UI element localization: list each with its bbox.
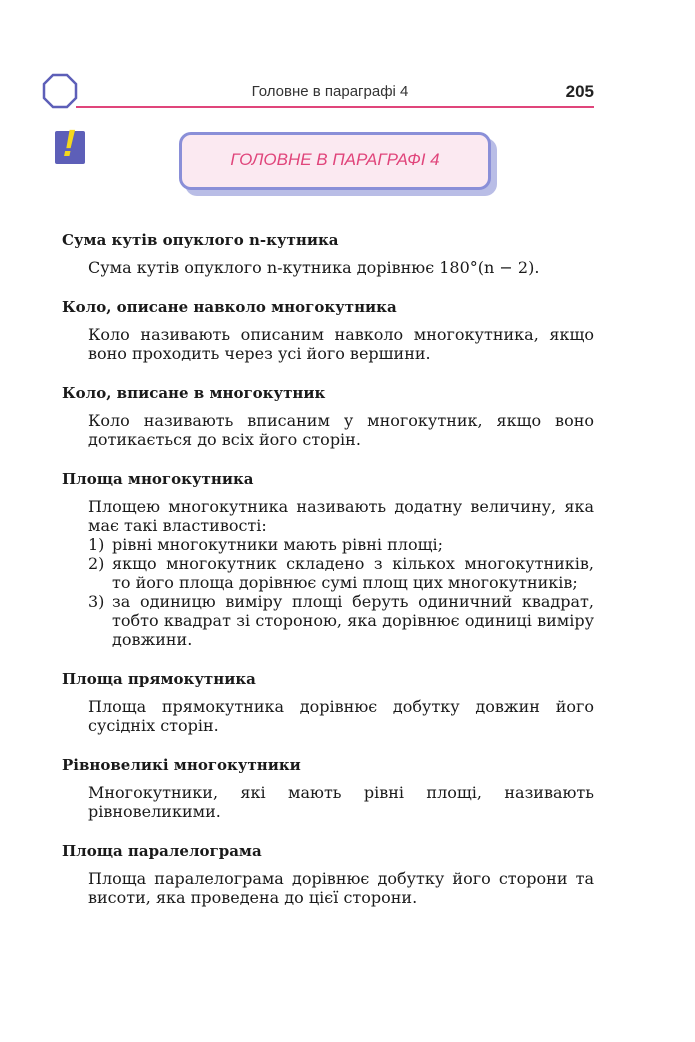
list-number: 3) (88, 592, 105, 611)
list-number: 2) (88, 554, 105, 573)
section-heading: Коло, вписане в многокутник (62, 384, 326, 402)
section-heading: Сума кутів опуклого n-кутника (62, 231, 339, 249)
section-polygon-area (62, 470, 594, 649)
running-title: Головне в параграфі 4 (251, 83, 409, 100)
list-text: рівні многокутники мають рівні площі; (112, 535, 443, 554)
section-heading: Площа прямокутника (62, 670, 256, 688)
section-text: Многокутники, які мають рівні площі, називають рівновеликими. (88, 783, 594, 821)
section-title-box (179, 132, 491, 190)
page-number: 205 (565, 82, 594, 101)
section-circumscribed-circle (62, 298, 594, 363)
section-heading: Площа паралелограма (62, 842, 262, 860)
section-title-text: ГОЛОВНЕ В ПАРАГРАФІ 4 (230, 150, 440, 169)
section-heading: Рівновеликі многокутники (62, 756, 301, 774)
summary-content (62, 231, 594, 928)
section-text: Площа прямокутника дорівнює добутку довжин його сусідніх сторін. (88, 697, 594, 735)
section-rectangle-area (62, 670, 594, 735)
list-text: якщо многокутник складено з кількох многокутників, то його площа дорівнює сумі площ цих многокутників; (112, 554, 594, 592)
exclamation-symbol: ! (58, 123, 81, 165)
section-parallelogram-area (62, 842, 594, 907)
section-inscribed-circle (62, 384, 594, 449)
list-item (88, 554, 594, 592)
section-text: Площа паралелограма дорівнює добутку його сторони та висоти, яка проведена до цієї сторони. (88, 869, 594, 907)
section-heading: Площа многокутника (62, 470, 254, 488)
list-item (88, 592, 594, 649)
section-angle-sum (62, 231, 594, 277)
section-text: Площею многокутника називають додатну величину, яка має такі властивості: (88, 497, 594, 535)
properties-list (88, 535, 594, 649)
section-text: Коло називають вписаним у многокутник, якщо воно дотикається до всіх його сторін. (88, 411, 594, 449)
list-text: за одиницю виміру площі беруть одиничний квадрат, тобто квадрат зі стороною, яка дорівнює одиниці виміру довжини. (112, 592, 594, 649)
section-text: Сума кутів опуклого n-кутника дорівнює 180°(n − 2). (88, 258, 540, 277)
section-equal-area-polygons (62, 756, 594, 821)
section-heading: Коло, описане навколо многокутника (62, 298, 397, 316)
list-item (88, 535, 594, 554)
list-number: 1) (88, 535, 105, 554)
header-rule (76, 106, 594, 108)
section-text: Коло називають описаним навколо многокутника, якщо воно проходить через усі його вершини. (88, 325, 594, 363)
exclamation-icon (55, 123, 85, 165)
